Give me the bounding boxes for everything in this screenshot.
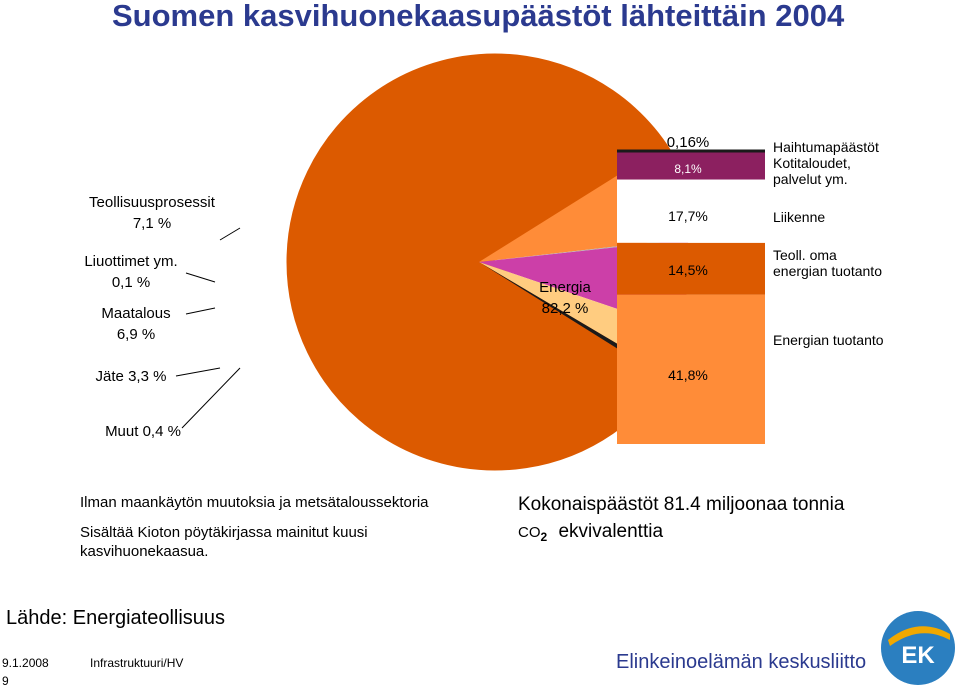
label-teollisuusprosessit-name: Teollisuusprosessit: [89, 194, 215, 211]
note-kyoto-line1: Sisältää Kioton pöytäkirjassa mainitut kuusi: [80, 524, 368, 541]
ek-logo-icon: [880, 610, 956, 686]
label-liuottimet-value: 0,1 %: [111, 274, 151, 291]
bar-label-kotitaloudet: [773, 139, 879, 187]
leader-line-4: [176, 368, 220, 376]
footer-dept: Infrastruktuuri/HV: [90, 656, 184, 670]
label-energia-value: 82,2 %: [541, 300, 589, 317]
bar-label-kotitaloudet-line2: palvelut ym.: [773, 171, 848, 187]
bar-label-liikenne: Liikenne: [773, 209, 826, 225]
bar-value-liikenne: 17,7%: [668, 208, 708, 224]
bar-label-haihtuma: Haihtumapäästöt: [773, 139, 879, 155]
source-text: Lähde: Energiateollisuus: [6, 607, 226, 629]
ek-logo-text: EK: [901, 642, 935, 669]
footer-page: 9: [2, 674, 9, 688]
bar-value-teoll: 14,5%: [668, 262, 708, 278]
label-maatalous-name: Maatalous: [101, 305, 171, 322]
label-maatalous-value: 6,9 %: [116, 326, 156, 343]
label-teollisuusprosessit: [82, 192, 222, 234]
footer-date: 9.1.2008: [2, 656, 49, 670]
label-liuottimet-name: Liuottimet ym.: [84, 253, 178, 270]
leader-line-5: [182, 368, 240, 428]
label-teollisuusprosessit-value: 7,1 %: [132, 215, 172, 232]
note-kyoto: [80, 523, 368, 561]
co2-subscript: 2: [540, 530, 548, 544]
total-unit-text: ekvivalenttia: [558, 521, 664, 542]
label-jate: Jäte 3,3 %: [95, 368, 167, 385]
total-unit: [518, 521, 663, 543]
bar-value-haihtuma: 0,16%: [666, 134, 710, 151]
bar-value-energian-tuotanto: 41,8%: [668, 367, 708, 383]
label-muut: Muut 0,4 %: [105, 423, 181, 440]
note-scope: Ilman maankäytön muutoksia ja metsätaloussektoria: [80, 494, 429, 511]
brand-name: Elinkeinoelämän keskusliitto: [616, 651, 867, 673]
label-liuottimet: [76, 251, 186, 293]
leader-line-2: [186, 273, 215, 282]
page-title: Suomen kasvihuonekaasupäästöt lähteittäin 2004: [112, 0, 845, 33]
label-energia: [520, 277, 610, 319]
leader-line-1: [220, 228, 240, 240]
bar-label-teoll: [773, 247, 882, 279]
note-kyoto-line2: kasvihuonekaasua.: [80, 543, 209, 560]
bar-value-kotitaloudet: 8,1%: [674, 162, 702, 176]
bar-label-teoll-line1: Teoll. oma: [773, 247, 837, 263]
label-energia-name: Energia: [539, 279, 591, 296]
co2-prefix: CO: [518, 524, 541, 541]
total-emissions: Kokonaispäästöt 81.4 miljoonaa tonnia: [518, 494, 845, 515]
ek-logo: [880, 610, 956, 686]
label-maatalous: [86, 303, 186, 345]
leader-line-3: [186, 308, 215, 314]
bar-label-kotitaloudet-line1: Kotitaloudet,: [773, 155, 851, 171]
bar-label-teoll-line2: energian tuotanto: [773, 263, 882, 279]
bar-label-energian-tuotanto: Energian tuotanto: [773, 332, 884, 348]
